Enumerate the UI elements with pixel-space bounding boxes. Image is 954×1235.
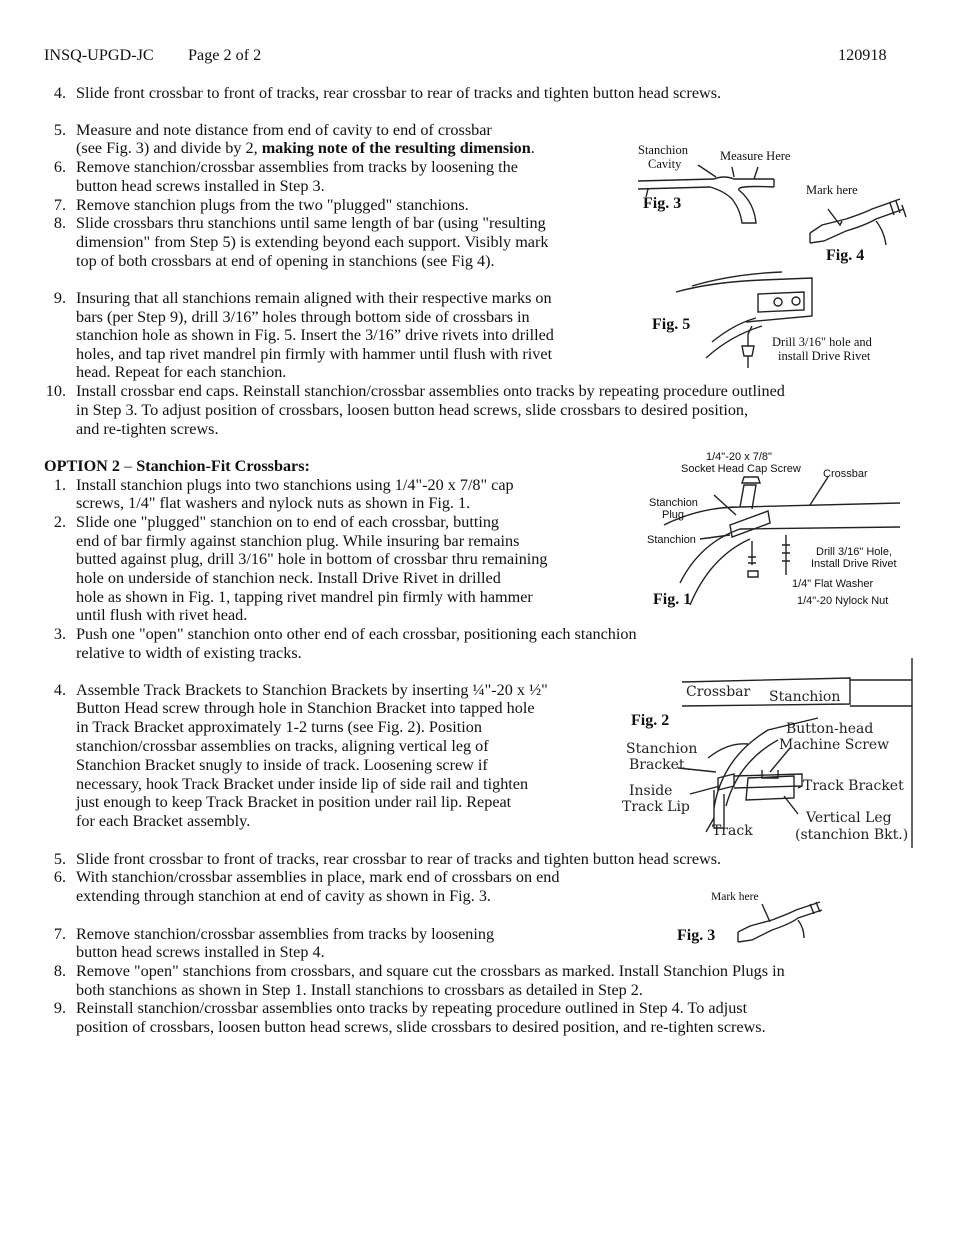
step-number: 6. xyxy=(53,868,66,886)
option2-heading xyxy=(44,457,310,475)
step-number: 7. xyxy=(53,925,66,943)
step-text: until flush with rivet head. xyxy=(76,606,248,624)
stanchion-plug-label: Stanchion xyxy=(649,497,698,509)
step-number: 2. xyxy=(53,513,66,531)
step-number: 6. xyxy=(53,158,66,176)
step-text: just enough to keep Track Bracket in position under rail lip. Repeat xyxy=(76,793,512,811)
step-text: holes, and tap rivet mandrel pin firmly with hammer until flush with rivet xyxy=(76,345,553,363)
stanchion-bracket-label: Bracket xyxy=(629,757,685,773)
crossbar-mark-drawing xyxy=(806,195,916,255)
step-text: both stanchions as shown in Step 1. Install stanchions to crossbars as detailed in Step 2. xyxy=(76,981,643,999)
step-text: Slide front crossbar to front of tracks, rear crossbar to rear of tracks and tighten button head screws. xyxy=(76,850,722,868)
heading-text: Stanchion-Fit Crossbars: xyxy=(136,457,310,475)
step-text: in Track Bracket approximately 1-2 turns (see Fig. 2). Position xyxy=(76,718,482,736)
track-label: Track xyxy=(712,823,753,839)
step-text: Remove stanchion plugs from the two "plugged" stanchions. xyxy=(76,196,469,214)
step-text: necessary, hook Track Bracket under inside lip of side rail and tighten xyxy=(76,775,529,793)
figure-title: Fig. 3 xyxy=(677,927,716,944)
drill-label: install Drive Rivet xyxy=(778,349,871,363)
measure-here-label: Measure Here xyxy=(720,149,791,163)
step-text xyxy=(76,139,535,157)
heading-text: OPTION 2 xyxy=(44,457,120,475)
stanchion-plug-label: Plug xyxy=(662,509,685,521)
drill-label: Install Drive Rivet xyxy=(811,558,897,570)
step-text: button head screws installed in Step 4. xyxy=(76,943,325,961)
figure-title: Fig. 5 xyxy=(652,316,691,333)
mark-here-label: Mark here xyxy=(806,183,858,197)
step-text: Insuring that all stanchions remain aligned with their respective marks on xyxy=(76,289,552,307)
step-text: relative to width of existing tracks. xyxy=(76,644,302,662)
document-id: INSQ-UPGD-JC xyxy=(44,46,154,64)
step-text: Assemble Track Brackets to Stanchion Brackets by inserting ¼"-20 x ½" xyxy=(76,681,548,699)
bold-text: making note of the resulting dimension xyxy=(261,139,531,157)
step-text: Button Head screw through hole in Stanchion Bracket into tapped hole xyxy=(76,699,535,717)
text-run: . xyxy=(530,139,535,157)
stanchion-label: Stanchion xyxy=(647,534,696,546)
step-number: 4. xyxy=(53,84,66,102)
step-text: hole on underside of stanchion neck. Install Drive Rivet in drilled xyxy=(76,569,501,587)
step-text: extending through stanchion at end of cavity as shown in Fig. 3. xyxy=(76,887,491,905)
step-number: 9. xyxy=(53,289,66,307)
page-number: Page 2 of 2 xyxy=(188,46,262,64)
crossbar-label: Crossbar xyxy=(823,468,868,480)
screw-label: Socket Head Cap Screw xyxy=(681,463,801,475)
date-code: 120918 xyxy=(838,46,887,64)
crossbar-label: Crossbar xyxy=(686,684,751,700)
step-text: Push one "open" stanchion onto other end of each crossbar, positioning each stanchion xyxy=(76,625,637,643)
washer-label: 1/4" Flat Washer xyxy=(792,578,874,590)
inside-track-lip-label: Inside xyxy=(629,783,673,799)
step-text: With stanchion/crossbar assemblies in place, mark end of crossbars on end xyxy=(76,868,560,886)
step-text: Remove stanchion/crossbar assemblies from tracks by loosening xyxy=(76,925,495,943)
step-number: 8. xyxy=(53,214,66,232)
step-text: Install stanchion plugs into two stanchions using 1/4"-20 x 7/8" cap xyxy=(76,476,514,494)
step-text: stanchion hole as shown in Fig. 5. Insert the 3/16” drive rivets into drilled xyxy=(76,326,554,344)
figure-title: Fig. 3 xyxy=(643,195,682,212)
step-text: Install crossbar end caps. Reinstall stanchion/crossbar assemblies onto tracks by repeating procedure outlined xyxy=(76,382,785,400)
drill-label: Drill 3/16" hole and xyxy=(772,335,872,349)
step-number: 1. xyxy=(53,476,66,494)
step-text: Slide crossbars thru stanchions until same length of bar (using "resulting xyxy=(76,214,546,232)
step-text: screws, 1/4" flat washers and nylock nuts as shown in Fig. 1. xyxy=(76,494,471,512)
mark-here-label: Mark here xyxy=(711,891,759,903)
stanchion-label: Stanchion xyxy=(769,689,841,705)
inside-track-lip-label: Track Lip xyxy=(622,799,690,815)
step-text: button head screws installed in Step 3. xyxy=(76,177,325,195)
step-text: butted against plug, drill 3/16" hole in bottom of crossbar thru remaining xyxy=(76,550,548,568)
step-text: position of crossbars, loosen button head screws, slide crossbars to desired position, and re-tighten screws. xyxy=(76,1018,766,1036)
step-text: head. Repeat for each stanchion. xyxy=(76,363,287,381)
heading-dash: – xyxy=(120,457,137,475)
crossbar-mark-drawing xyxy=(736,898,826,948)
step-text: Remove "open" stanchions from crossbars, and square cut the crossbars as marked. Install Stanchion Plugs in xyxy=(76,962,785,980)
step-text: Slide front crossbar to front of tracks, rear crossbar to rear of tracks and tighten button head screws. xyxy=(76,84,722,102)
step-text: hole as shown in Fig. 1, tapping rivet mandrel pin firmly with hammer xyxy=(76,588,533,606)
step-number: 3. xyxy=(53,625,66,643)
stanchion-label: Stanchion xyxy=(638,143,688,157)
step-number: 4. xyxy=(53,681,66,699)
vertical-leg-label: Vertical Leg xyxy=(806,810,892,826)
button-head-label: Machine Screw xyxy=(779,737,890,753)
figure-title: Fig. 1 xyxy=(653,591,692,608)
text-run: (see Fig. 3) and divide by 2, xyxy=(76,139,262,157)
button-head-label: Button-head xyxy=(786,721,874,737)
step-text: Remove stanchion/crossbar assemblies from tracks by loosening the xyxy=(76,158,518,176)
stanchion-plug-drawing xyxy=(660,465,910,615)
track-bracket-label: Track Bracket xyxy=(803,778,904,794)
figure-title: Fig. 4 xyxy=(826,247,865,264)
step-text: and re-tighten screws. xyxy=(76,420,219,438)
step-text: Reinstall stanchion/crossbar assemblies onto tracks by repeating procedure outlined in Step 4. To adjust xyxy=(76,999,748,1017)
step-text: Measure and note distance from end of cavity to end of crossbar xyxy=(76,121,492,139)
screw-label: 1/4"-20 x 7/8" xyxy=(706,451,772,463)
step-number: 5. xyxy=(53,850,66,868)
step-text: bars (per Step 9), drill 3/16” holes through bottom side of crossbars in xyxy=(76,308,530,326)
step-number: 8. xyxy=(53,962,66,980)
step-number: 5. xyxy=(53,121,66,139)
step-number: 10. xyxy=(45,382,66,400)
step-text: stanchion/crossbar assemblies on tracks, aligning vertical leg of xyxy=(76,737,489,755)
step-text: end of bar firmly against stanchion plug. While insuring bar remains xyxy=(76,532,520,550)
vertical-leg-label: (stanchion Bkt.) xyxy=(795,827,909,843)
stanchion-bracket-label: Stanchion xyxy=(626,741,698,757)
step-text: dimension" from Step 5) is extending beyond each support. Visibly mark xyxy=(76,233,549,251)
step-text: in Step 3. To adjust position of crossbars, loosen button head screws, slide crossbars to desired position, xyxy=(76,401,749,419)
figure-title: Fig. 2 xyxy=(631,712,670,729)
step-text: Stanchion Bracket snugly to inside of track. Loosening screw if xyxy=(76,756,488,774)
step-number: 7. xyxy=(53,196,66,214)
step-text: Slide one "plugged" stanchion on to end of each crossbar, butting xyxy=(76,513,500,531)
drill-label: Drill 3/16" Hole, xyxy=(816,546,893,558)
step-number: 9. xyxy=(53,999,66,1017)
nut-label: 1/4"-20 Nylock Nut xyxy=(797,595,889,607)
step-text: for each Bracket assembly. xyxy=(76,812,251,830)
cavity-label: Cavity xyxy=(648,157,682,171)
step-text: top of both crossbars at end of opening in stanchions (see Fig 4). xyxy=(76,252,495,270)
